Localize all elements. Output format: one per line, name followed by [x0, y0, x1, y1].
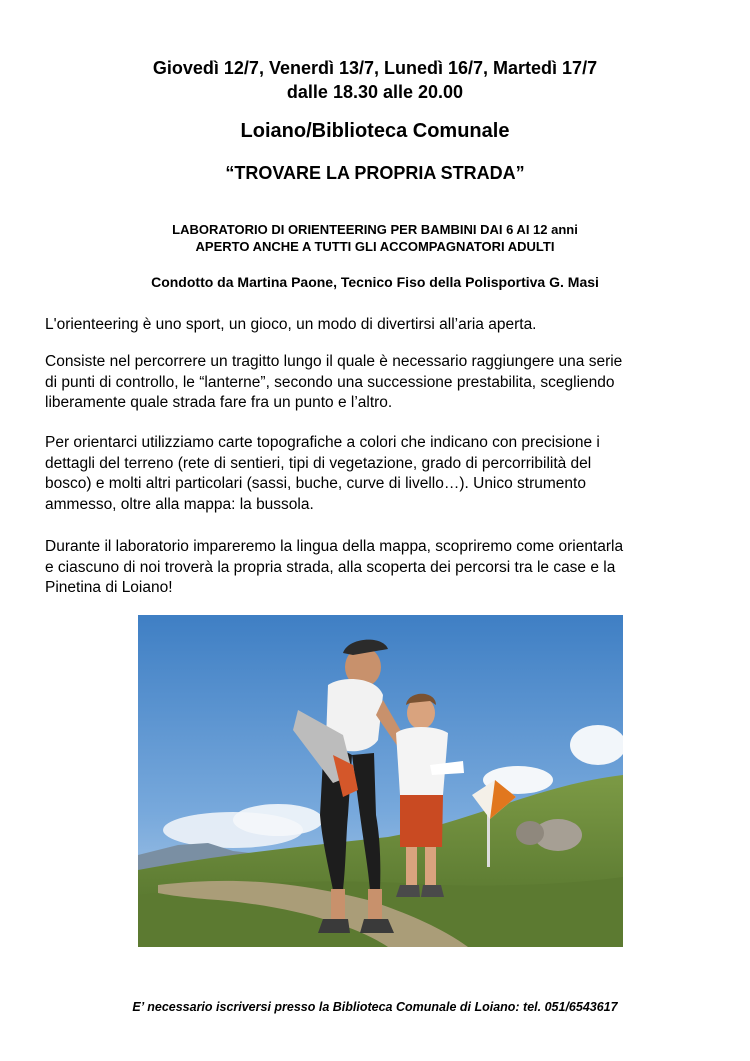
- orienteering-photo: [138, 615, 623, 947]
- lab-description: [0, 221, 750, 255]
- paragraph-maps: [45, 433, 725, 515]
- text-line: Per orientarci utilizziamo carte topografiche a colori che indicano con precisione i: [45, 434, 600, 451]
- text-line: e ciascuno di noi troverà la propria strada, alla scoperta dei percorsi tra le case e la: [45, 558, 616, 576]
- registration-note: E’ necessario iscriversi presso la Biblioteca Comunale di Loiano: tel. 051/6543617: [132, 1000, 618, 1014]
- text-line: Pinetina di Loiano!: [45, 579, 173, 596]
- paragraph-description: [45, 352, 725, 414]
- text-line: Consiste nel percorrere un tragitto lungo il quale è necessario raggiungere una serie: [45, 353, 623, 370]
- dates-line: Giovedì 12/7, Venerdì 13/7, Lunedì 16/7, Martedì 17/7: [152, 58, 598, 78]
- paragraph-workshop: [45, 537, 725, 599]
- lab-line-1: LABORATORIO DI ORIENTEERING PER BAMBINI DAI 6 AI 12 anni: [172, 222, 578, 237]
- text-line: liberamente quale strada fare fra un punto e l’altro.: [45, 394, 393, 411]
- text-line: Durante il laboratorio impareremo la lingua della mappa, scopriremo come orientarla: [45, 538, 624, 555]
- text-line: L'orienteering è uno sport, un gioco, un modo di divertirsi all’aria aperta.: [45, 316, 537, 333]
- time-line: dalle 18.30 alle 20.00: [286, 82, 464, 102]
- text-line: di punti di controllo, le “lanterne”, secondo una successione prestabilita, scegliendo: [45, 373, 615, 391]
- paragraph-intro: [45, 315, 725, 336]
- event-place: Loiano/Biblioteca Comunale: [240, 120, 510, 142]
- lab-leader: Condotto da Martina Paone, Tecnico Fiso della Polisportiva G. Masi: [151, 274, 599, 290]
- text-line: bosco) e molti altri particolari (sassi, buche, curve di livello…). Unico strumento: [45, 475, 586, 492]
- event-dates: [0, 56, 750, 104]
- text-line: dettagli del terreno (rete di sentieri, tipi di vegetazione, grado di percorribilità del: [45, 454, 592, 472]
- text-line: ammesso, oltre alla mappa: la bussola.: [45, 495, 314, 513]
- event-title: “TROVARE LA PROPRIA STRADA”: [225, 163, 525, 183]
- lab-line-2: APERTO ANCHE A TUTTI GLI ACCOMPAGNATORI ADULTI: [195, 239, 555, 254]
